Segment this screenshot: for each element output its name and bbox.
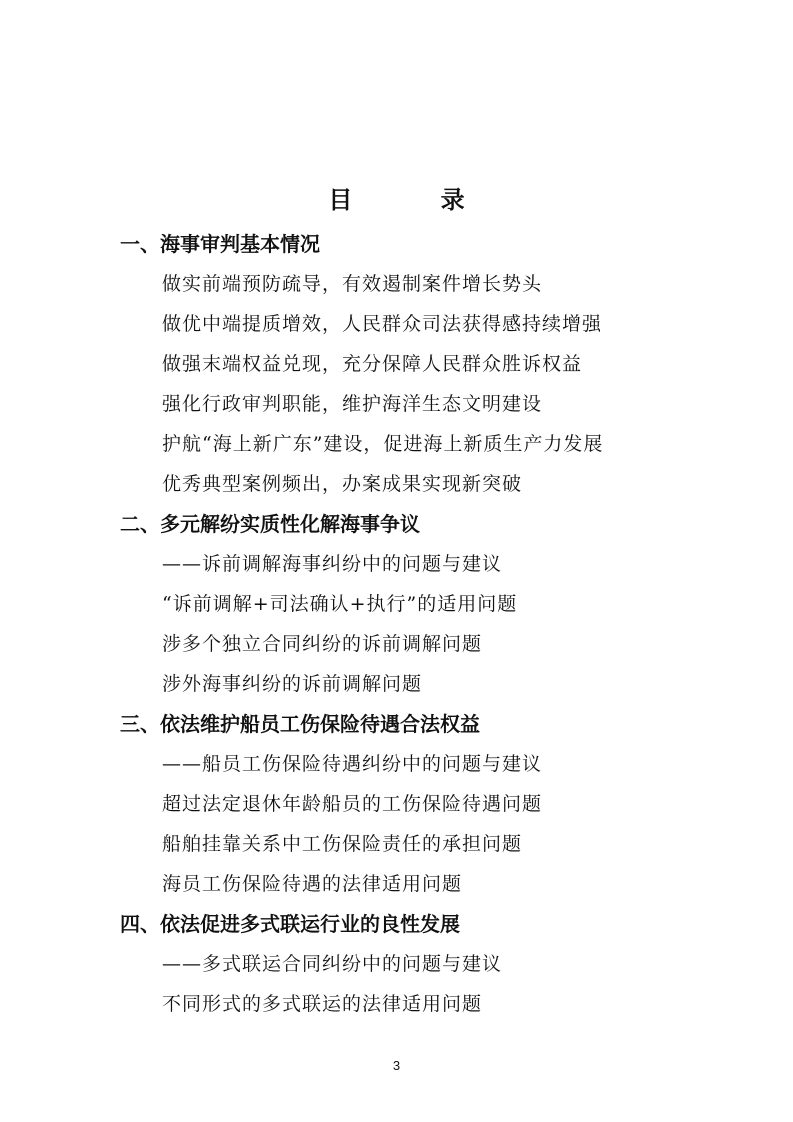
table-of-contents [120, 224, 720, 1024]
toc-item[interactable]: 护航“海上新广东”建设，促进海上新质生产力发展 [162, 433, 604, 455]
toc-item[interactable]: 做强末端权益兑现，充分保障人民群众胜诉权益 [162, 353, 583, 375]
page-number: 3 [392, 1058, 401, 1073]
toc-section-heading[interactable]: 四、依法促进多式联运行业的良性发展 [120, 912, 460, 936]
toc-item[interactable]: ——诉前调解海事纠纷中的问题与建议 [162, 553, 503, 575]
toc-section [120, 504, 720, 704]
toc-section-heading[interactable]: 一、海事审判基本情况 [120, 232, 320, 256]
toc-item[interactable]: 超过法定退休年龄船员的工伤保险待遇问题 [162, 793, 543, 815]
toc-section-heading[interactable]: 三、依法维护船员工伤保险待遇合法权益 [120, 712, 480, 736]
toc-item[interactable]: 做实前端预防疏导，有效遏制案件增长势头 [162, 273, 543, 295]
page-title: 目 录 [328, 186, 505, 214]
toc-section-heading[interactable]: 二、多元解纷实质性化解海事争议 [120, 512, 420, 536]
toc-item[interactable]: “诉前调解+司法确认+执行”的适用问题 [162, 593, 518, 615]
toc-item[interactable]: 做优中端提质增效，人民群众司法获得感持续增强 [162, 313, 603, 335]
toc-item[interactable]: 优秀典型案例频出，办案成果实现新突破 [162, 473, 523, 495]
toc-item[interactable]: 海员工伤保险待遇的法律适用问题 [162, 873, 463, 895]
toc-item[interactable]: 涉外海事纠纷的诉前调解问题 [162, 673, 423, 695]
toc-section [120, 224, 720, 504]
toc-item[interactable]: 船舶挂靠关系中工伤保险责任的承担问题 [162, 833, 523, 855]
toc-section [120, 904, 720, 1024]
toc-item[interactable]: 涉多个独立合同纠纷的诉前调解问题 [162, 633, 483, 655]
toc-item[interactable]: ——多式联运合同纠纷中的问题与建议 [162, 953, 503, 975]
toc-section [120, 704, 720, 904]
toc-item[interactable]: 不同形式的多式联运的法律适用问题 [162, 993, 483, 1015]
toc-item[interactable]: 强化行政审判职能，维护海洋生态文明建设 [162, 393, 543, 415]
toc-item[interactable]: ——船员工伤保险待遇纠纷中的问题与建议 [162, 753, 543, 775]
